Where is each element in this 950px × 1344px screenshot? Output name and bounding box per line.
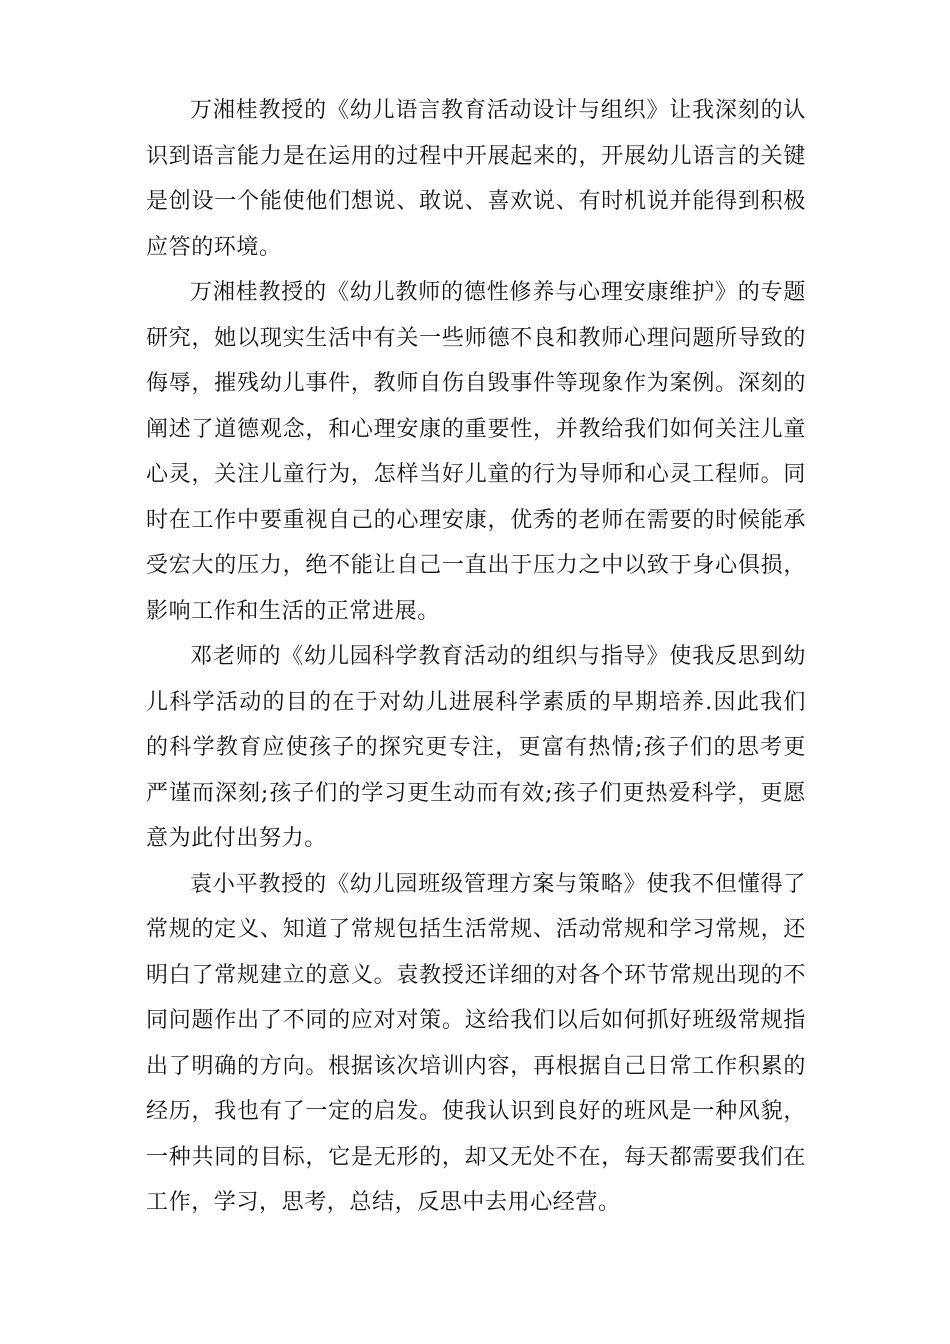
- paragraph-3: 邓老师的《幼儿园科学教育活动的组织与指导》使我反思到幼儿科学活动的目的在于对幼儿进展科学素质的早期培养.因此我们的科学教育应使孩子的探究更专注，更富有热情;孩子们的思考更严谨而深刻;孩子们的学习更生动而有效;孩子们更热爱科学，更愿意为此付出努力。: [146, 644, 806, 851]
- document-body: [146, 88, 806, 1226]
- paragraph-1: 万湘桂教授的《幼儿语言教育活动设计与组织》让我深刻的认识到语言能力是在运用的过程中开展起来的，开展幼儿语言的关键是创设一个能使他们想说、敢说、喜欢说、有时机说并能得到积极应答的环境。: [146, 98, 806, 260]
- paragraph-2: 万湘桂教授的《幼儿教师的德性修养与心理安康维护》的专题研究，她以现实生活中有关一些师德不良和教师心理问题所导致的侮辱，摧残幼儿事件，教师自伤自毁事件等现象作为案例。深刻的阐述了道德观念，和心理安康的重要性，并教给我们如何关注儿童心灵，关注儿童行为，怎样当好儿童的行为导师和心灵工程师。同时在工作中要重视自己的心理安康，优秀的老师在需要的时候能承受宏大的压力，绝不能让自己一直出于压力之中以致于身心俱损，影响工作和生活的正常进展。: [146, 280, 806, 624]
- paragraph-4: 袁小平教授的《幼儿园班级管理方案与策略》使我不但懂得了常规的定义、知道了常规包括生活常规、活动常规和学习常规，还明白了常规建立的意义。袁教授还详细的对各个环节常规出现的不同问题作出了不同的应对对策。这给我们以后如何抓好班级常规指出了明确的方向。根据该次培训内容，再根据自己日常工作积累的经历，我也有了一定的启发。使我认识到良好的班风是一种风貌，一种共同的目标，它是无形的，却又无处不在，每天都需要我们在工作，学习，思考，总结，反思中去用心经营。: [146, 871, 806, 1215]
